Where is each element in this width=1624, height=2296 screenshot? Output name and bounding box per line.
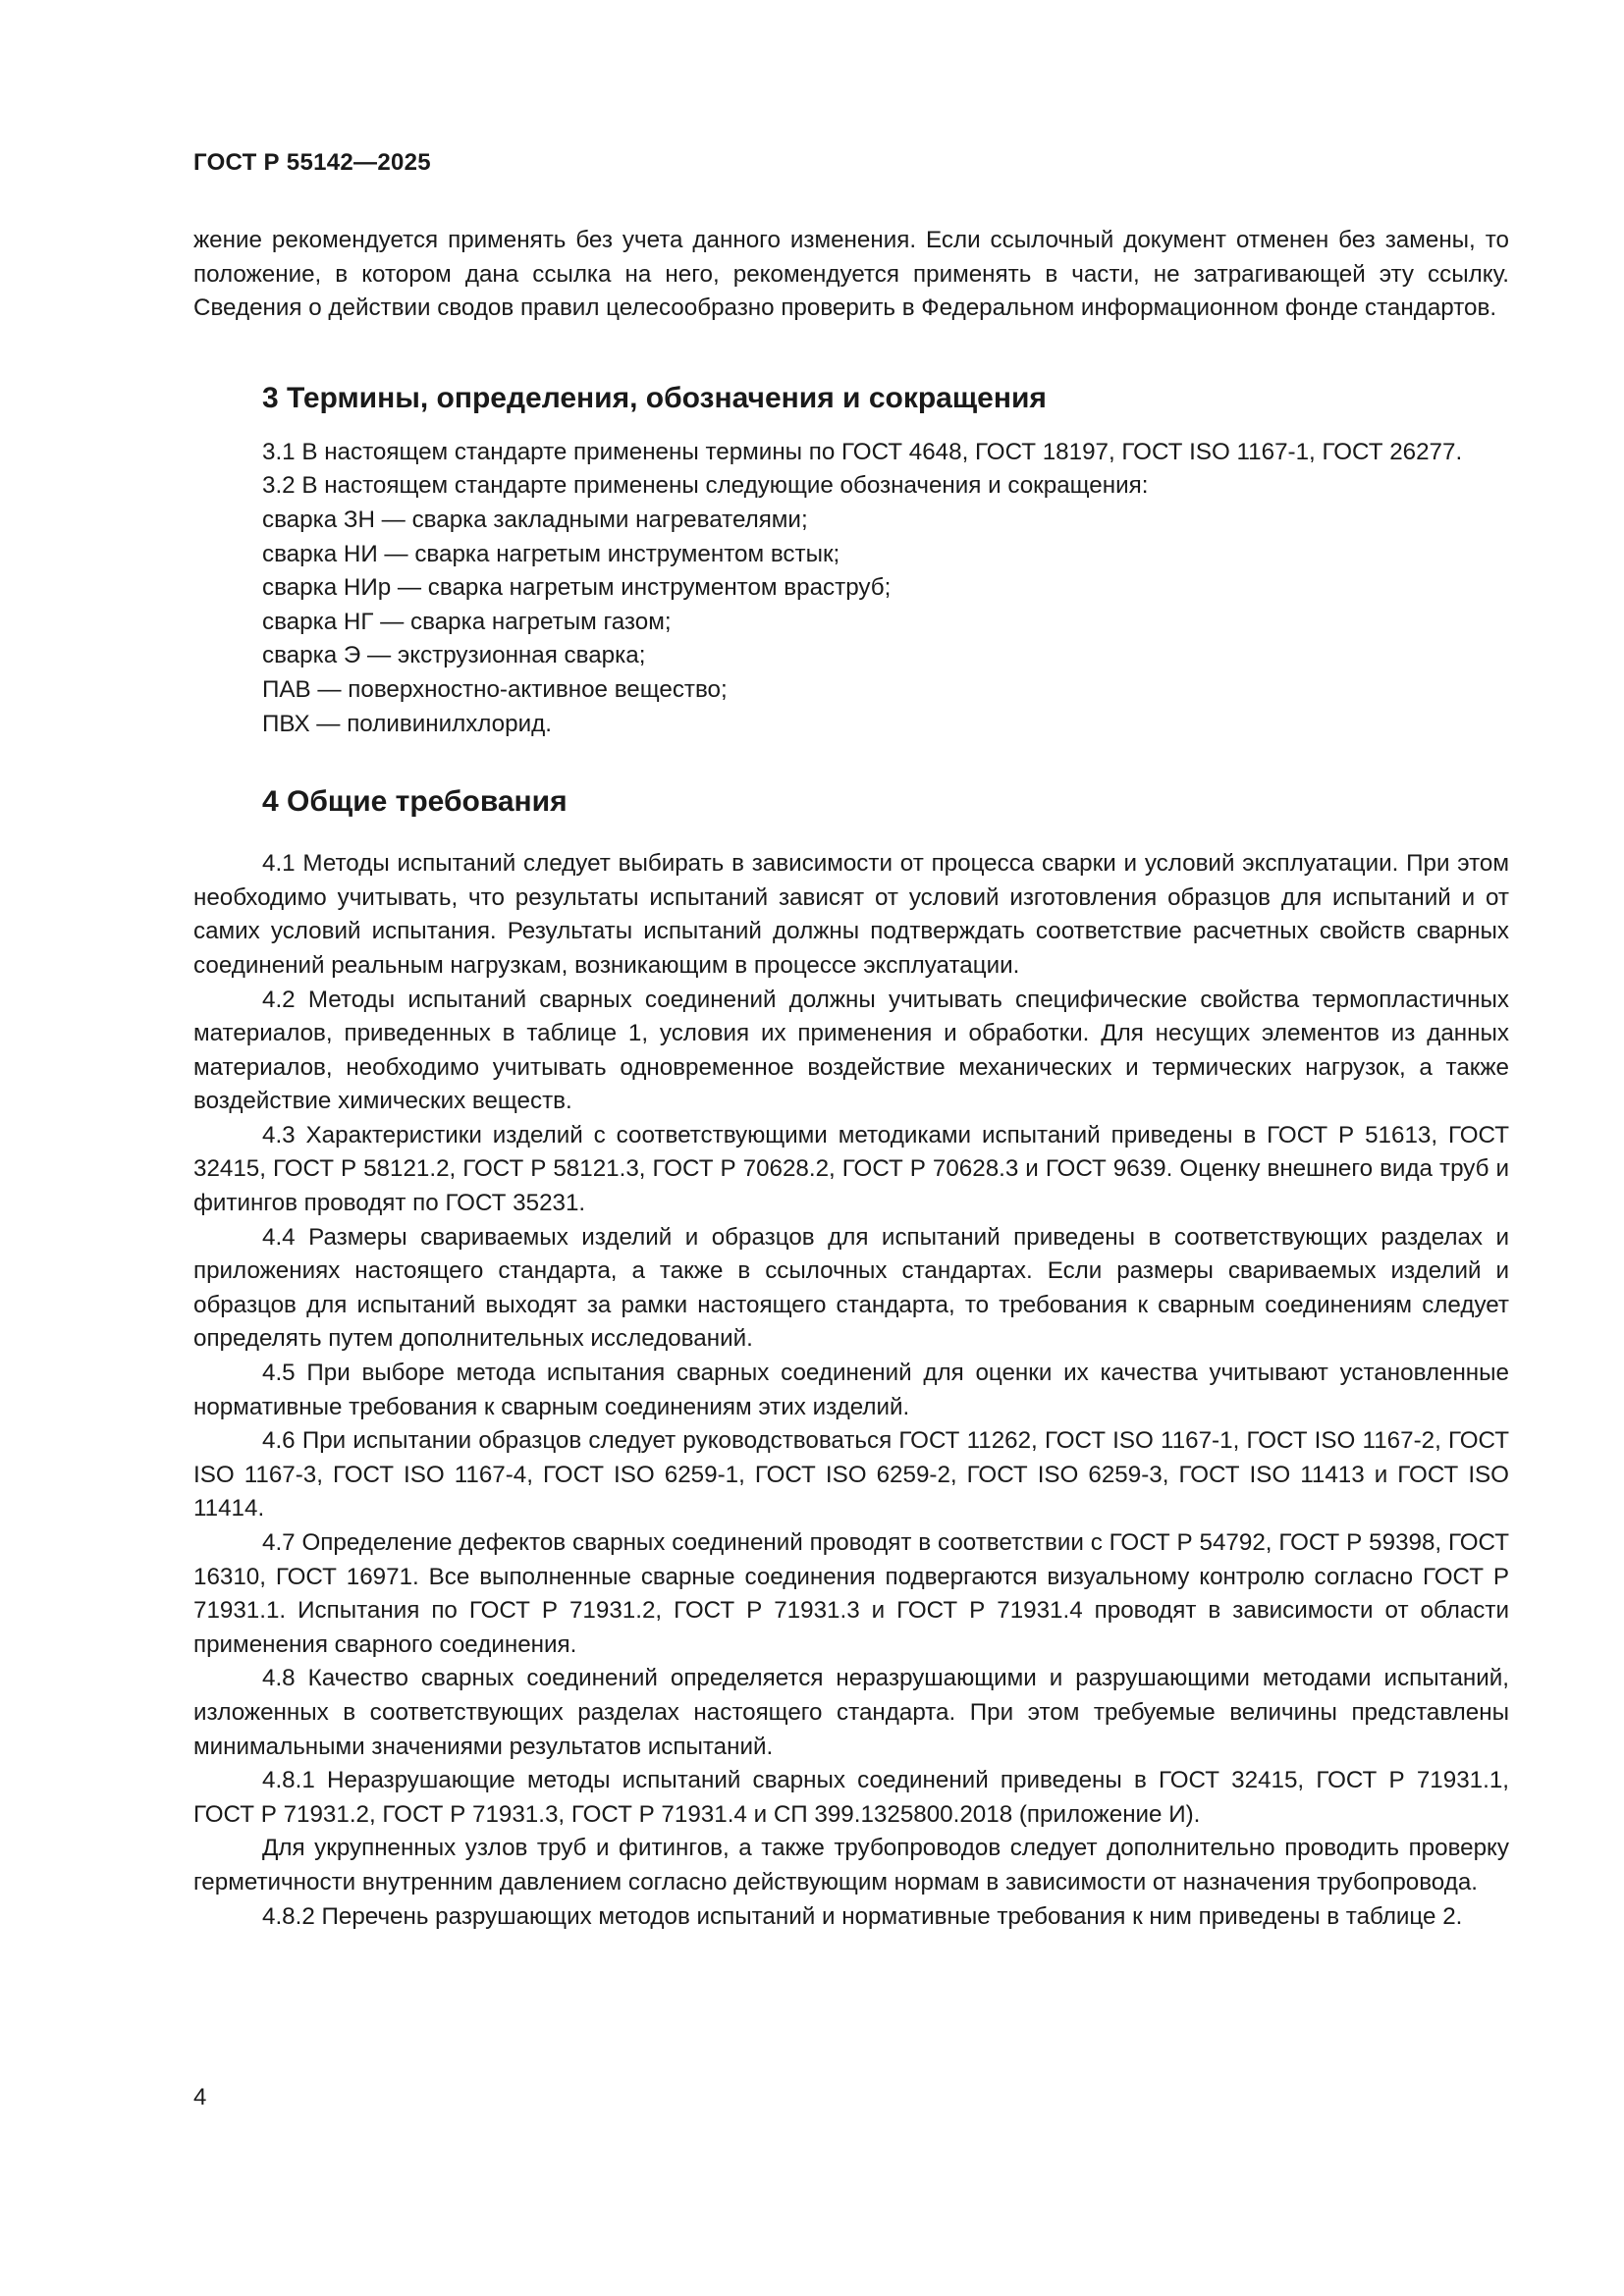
section-3-title: 3 Термины, определения, обозначения и сокращения: [262, 381, 1047, 414]
abbreviation-item: сварка НИр — сварка нагретым инструментом враструб;: [262, 574, 892, 602]
abbreviation-list: [193, 504, 1509, 741]
intro-continuation-paragraph: жение рекомендуется применять без учета данного изменения. Если ссылочный документ отменен без замены, то положение, в котором дана ссылка на него, рекомендуется применять в части, не затрагивающей эту ссылку. Сведения о действии сводов правил целесообразно проверить в Федеральном информационном фонде стандартов.: [193, 227, 1509, 322]
page-content: [193, 224, 1509, 1934]
paragraph-3-2: 3.2 В настоящем стандарте применены следующие обозначения и сокращения:: [262, 472, 1149, 500]
abbreviation-item: сварка НГ — сварка нагретым газом;: [262, 608, 672, 635]
paragraph-4-7: 4.7 Определение дефектов сварных соединений проводят в соответствии с ГОСТ Р 54792, ГОСТ Р 59398, ГОСТ 16310, ГОСТ 16971. Все выполненные сварные соединения подвергаются визуальному контролю согласно ГОСТ Р 71931.1. Испытания по ГОСТ Р 71931.2, ГОСТ Р 71931.3 и ГОСТ Р 71931.4 проводят в зависимости от области применения сварного соединения.: [193, 1529, 1509, 1658]
paragraph-4-8: 4.8 Качество сварных соединений определяется неразрушающими и разрушающими методами испытаний, изложенных в соответствующих разделах настоящего стандарта. При этом требуемые величины представлены минимальными значениями результатов испытаний.: [193, 1665, 1509, 1760]
paragraph-4-1: 4.1 Методы испытаний следует выбирать в зависимости от процесса сварки и условий эксплуатации. При этом необходимо учитывать, что результаты испытаний зависят от условий изготовления образцов для испытаний и от самих условий испытания. Результаты испытаний должны подтверждать соответствие расчетных свойств сварных соединений реальным нагрузкам, возникающим в процессе эксплуатации.: [193, 850, 1509, 979]
paragraph-4-5: 4.5 При выборе метода испытания сварных соединений для оценки их качества учитывают установленные нормативные требования к сварным соединениям этих изделий.: [193, 1360, 1509, 1420]
page-number: 4: [193, 2084, 207, 2110]
abbreviation-item: сварка ЗН — сварка закладными нагревателями;: [262, 506, 808, 533]
paragraph-4-2: 4.2 Методы испытаний сварных соединений должны учитывать специфические свойства термопластичных материалов, приведенных в таблице 1, условия их применения и обработки. Для несущих элементов из данных материалов, необходимо учитывать одновременное воздействие механических и термических нагрузок, а также воздействие химических веществ.: [193, 986, 1509, 1115]
section-4-title: 4 Общие требования: [262, 785, 568, 819]
abbreviation-item: ПВХ — поливинилхлорид.: [262, 710, 552, 737]
abbreviation-item: сварка Э — экструзионная сварка;: [262, 642, 646, 669]
paragraph-4-8-1: 4.8.1 Неразрушающие методы испытаний сварных соединений приведены в ГОСТ 32415, ГОСТ Р 71931.1, ГОСТ Р 71931.2, ГОСТ Р 71931.3, ГОСТ Р 71931.4 и СП 399.1325800.2018 (приложение И).: [193, 1767, 1509, 1828]
abbreviation-item: сварка НИ — сварка нагретым инструментом встык;: [262, 540, 840, 567]
paragraph-4-3: 4.3 Характеристики изделий с соответствующими методиками испытаний приведены в ГОСТ Р 51613, ГОСТ 32415, ГОСТ Р 58121.2, ГОСТ Р 58121.3, ГОСТ Р 70628.2, ГОСТ Р 70628.3 и ГОСТ 9639. Оценку внешнего вида труб и фитингов проводят по ГОСТ 35231.: [193, 1121, 1509, 1217]
paragraph-4-6: 4.6 При испытании образцов следует руководствоваться ГОСТ 11262, ГОСТ ISO 1167-1, ГОСТ ISO 1167-2, ГОСТ ISO 1167-3, ГОСТ ISO 1167-4, ГОСТ ISO 6259-1, ГОСТ ISO 6259-2, ГОСТ ISO 6259-3, ГОСТ ISO 11413 и ГОСТ ISO 11414.: [193, 1427, 1509, 1522]
abbreviation-item: ПАВ — поверхностно-активное вещество;: [262, 675, 728, 703]
paragraph-4-8-2: 4.8.2 Перечень разрушающих методов испытаний и нормативные требования к ним приведены в таблице 2.: [262, 1902, 1463, 1930]
paragraph-4-8-1-continuation: Для укрупненных узлов труб и фитингов, а также трубопроводов следует дополнительно проводить проверку герметичности внутренним давлением согласно действующим нормам в зависимости от назначения трубопровода.: [193, 1835, 1509, 1896]
paragraph-3-1: 3.1 В настоящем стандарте применены термины по ГОСТ 4648, ГОСТ 18197, ГОСТ ISO 1167-1, ГОСТ 26277.: [262, 438, 1463, 465]
document-code-header: ГОСТ Р 55142—2025: [193, 149, 431, 176]
paragraph-4-4: 4.4 Размеры свариваемых изделий и образцов для испытаний приведены в соответствующих разделах и приложениях настоящего стандарта, а также в ссылочных стандартах. Если размеры свариваемых изделий и образцов для испытаний выходят за рамки настоящего стандарта, то требования к сварным соединениям следует определять путем дополнительных исследований.: [193, 1223, 1509, 1353]
